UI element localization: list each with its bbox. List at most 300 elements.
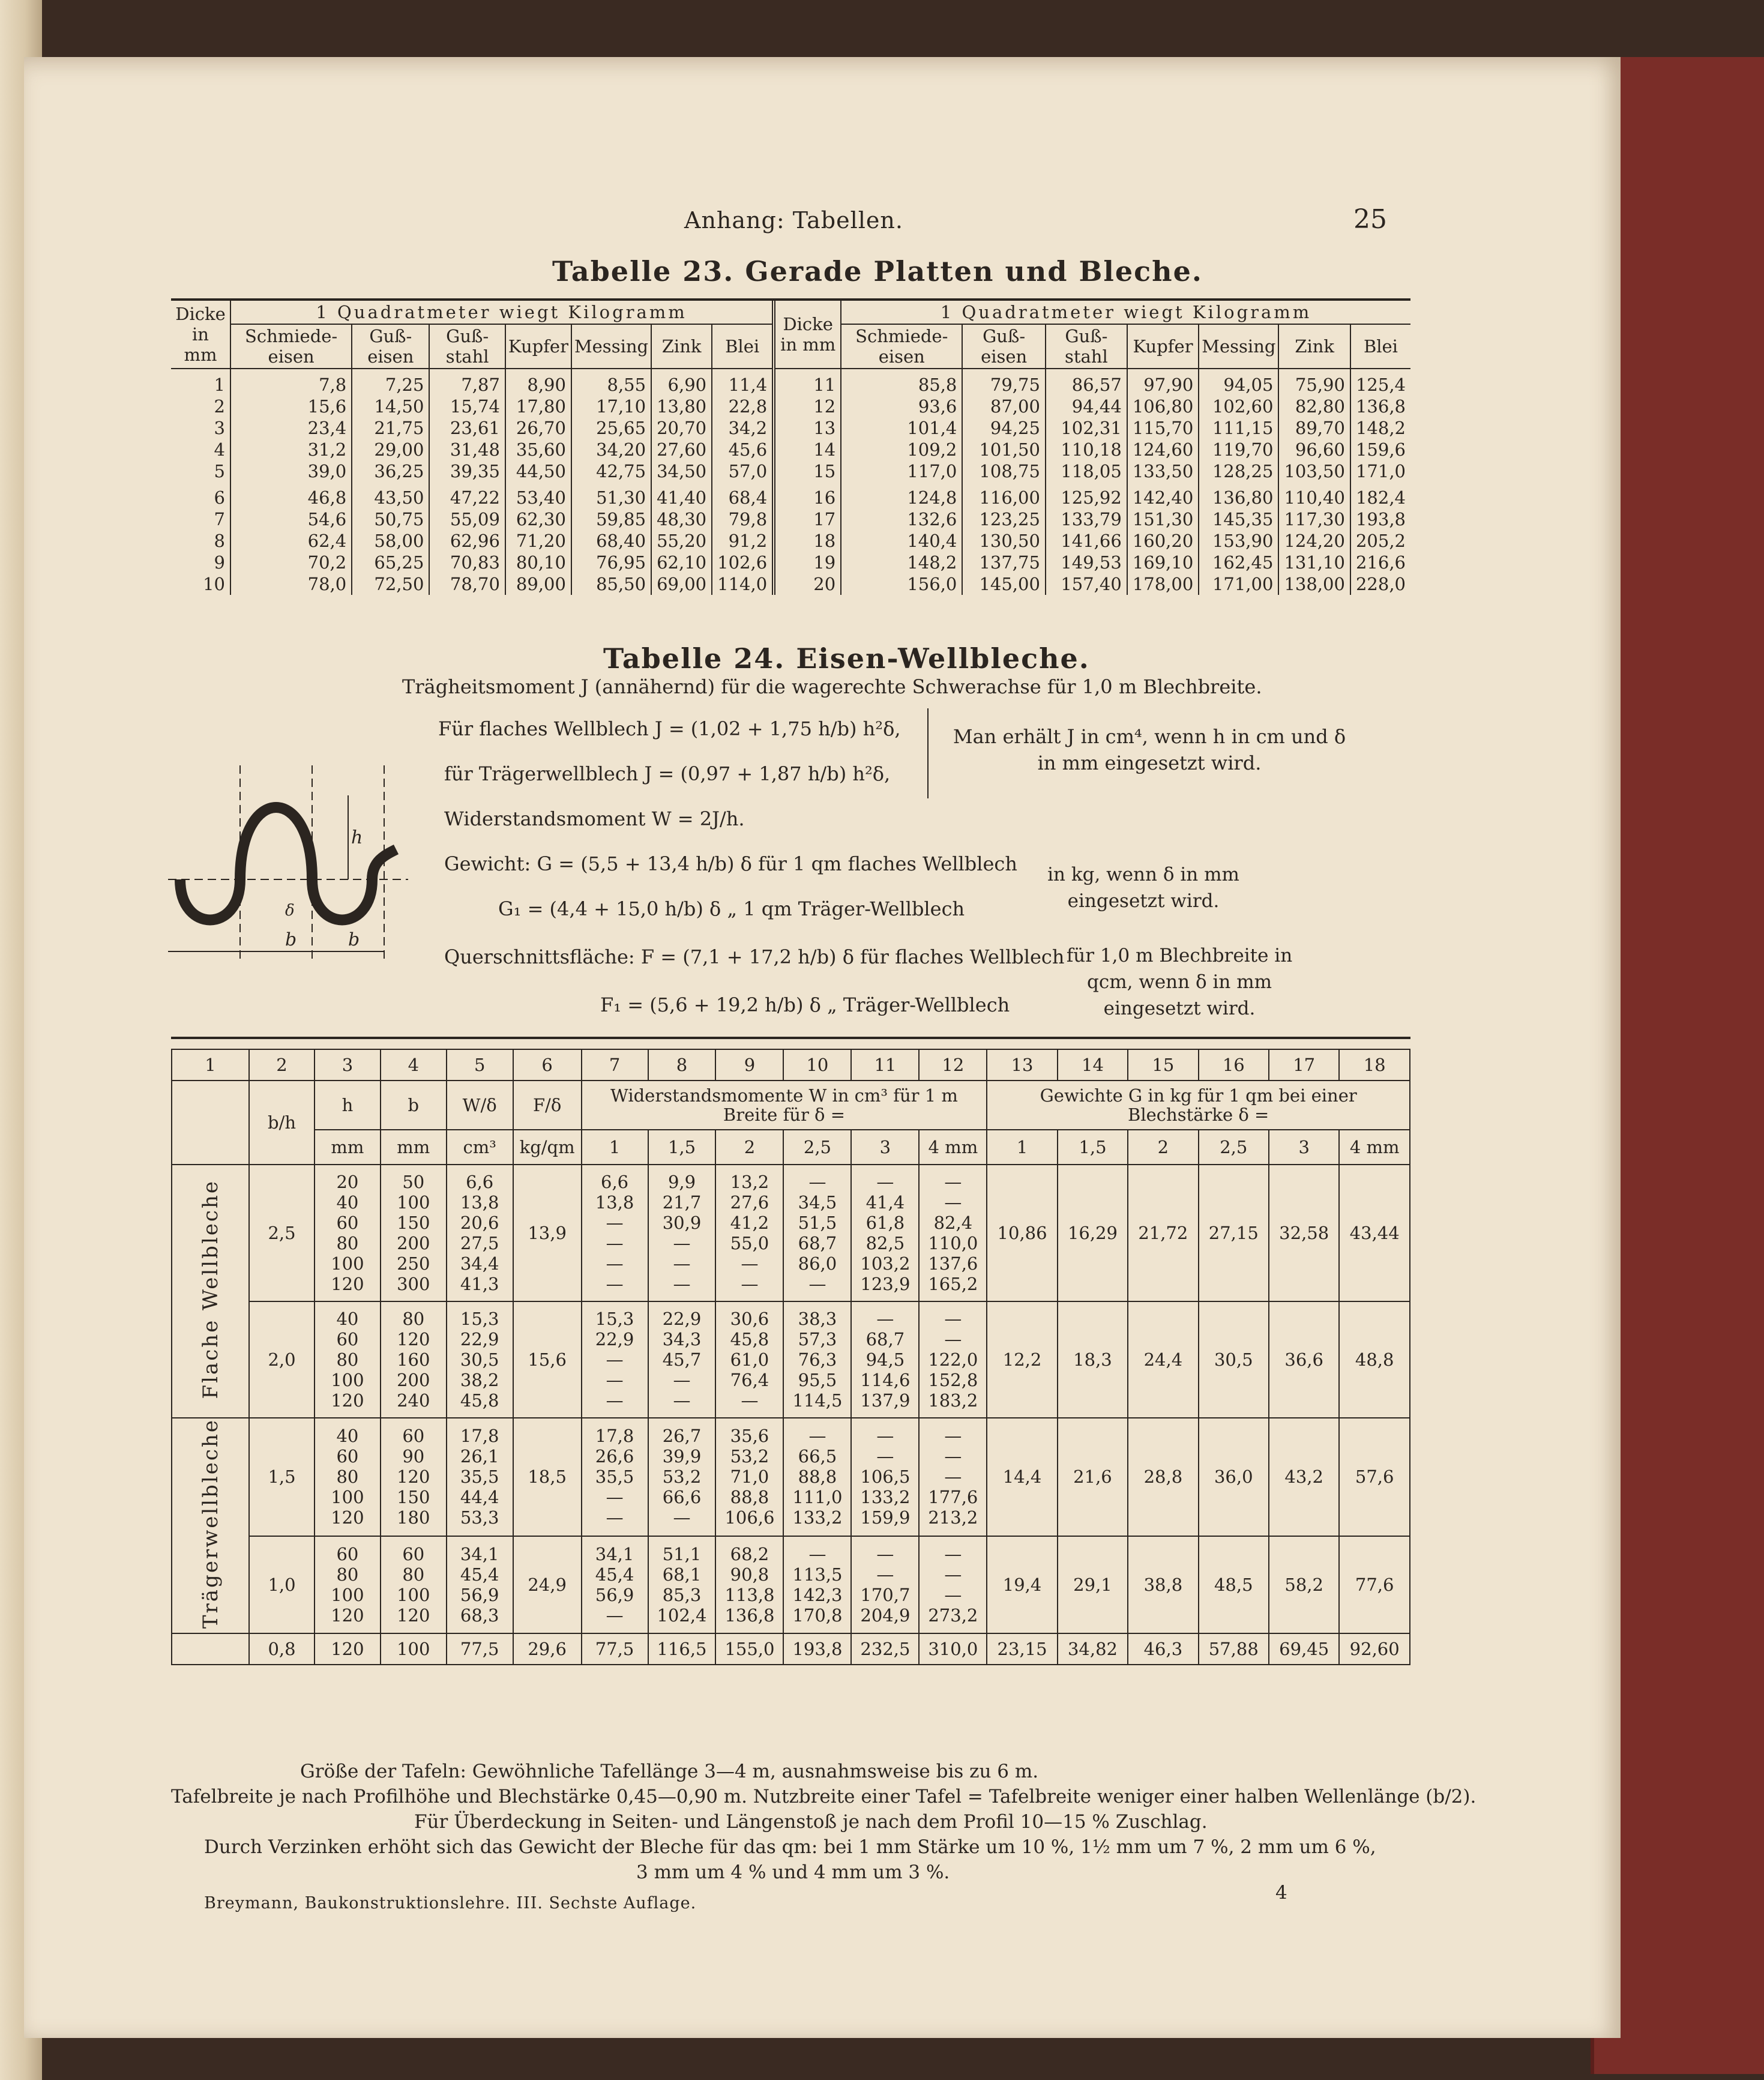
g-value: 43,44 [1339,1165,1410,1301]
g-value: 29,1 [1058,1536,1128,1633]
table-cell: 7,25 [352,374,429,396]
g-value: 16,29 [1058,1165,1128,1301]
table-cell: 11 [774,374,841,396]
table-cell: 55,20 [651,530,712,552]
table-cell: 136,80 [1199,487,1278,508]
col-dicke-right: Dicke in mm [774,301,841,369]
table-cell: 111,15 [1199,417,1278,439]
wellblech-profile-figure [168,759,432,975]
table-cell: 131,10 [1278,552,1350,573]
table-row [171,530,1410,552]
note-zinc-cont: 3 mm um 4 % und 4 mm um 3 %. [636,1861,950,1883]
table-cell: 159,6 [1350,439,1410,460]
col-header-2: Guß-eisen [962,324,1046,369]
table-cell: 34,20 [571,439,651,460]
table-cell: 26,70 [505,417,571,439]
table-row [171,573,1410,595]
spacer-cell [1199,369,1278,374]
col-header-3: Guß-stahl [1046,324,1127,369]
g-value: 38,8 [1128,1536,1198,1633]
last-value: 46,3 [1128,1633,1198,1665]
table-row [171,487,1410,508]
g-value: 36,0 [1199,1418,1269,1536]
col-header-2: Guß-eisen [352,324,429,369]
table-cell: 27,60 [651,439,712,460]
table-cell: 62,4 [230,530,352,552]
spacer-cell [962,369,1046,374]
table-cell: 11,4 [712,374,774,396]
table-cell: 85,50 [571,573,651,595]
spacer-cell [774,482,841,487]
header-fd: F/δ [513,1081,582,1130]
fd-value: 13,9 [513,1165,582,1301]
g-value: 19,4 [987,1536,1057,1633]
table-cell: 162,45 [1199,552,1278,573]
spacer-cell [1046,482,1127,487]
table-cell: 55,09 [429,508,505,530]
column-number: 6 [513,1049,582,1081]
table-cell: 9 [214,552,225,573]
table-cell: 44,50 [505,460,571,482]
table-cell: 97,90 [1127,374,1199,396]
column-number: 8 [648,1049,716,1081]
column-number: 18 [1339,1049,1410,1081]
last-value: 193,8 [783,1633,851,1665]
table-cell: 156,0 [841,573,962,595]
spacer-cell [505,482,571,487]
spacer-cell [962,482,1046,487]
group-label [172,1418,249,1633]
table-cell: 13,80 [651,396,712,417]
row-spacer [171,482,1410,487]
table-cell: 94,25 [962,417,1046,439]
last-value: 34,82 [1058,1633,1128,1665]
table-cell: 91,2 [712,530,774,552]
spacer-cell [1046,369,1127,374]
g-value: 58,2 [1269,1536,1339,1633]
g-value: 10,86 [987,1165,1057,1301]
table-cell: 79,8 [712,508,774,530]
spacer-cell [774,369,841,374]
g-value: 27,15 [1199,1165,1269,1301]
table-cell: 137,75 [962,552,1046,573]
table-cell: 34,50 [651,460,712,482]
table-cell: 62,30 [505,508,571,530]
thickness-g: 2 [1128,1130,1198,1165]
bh-value: 2,5 [249,1165,315,1301]
w-values: — — 106,5 133,2 159,9 [851,1418,919,1536]
table-cell: 20,70 [651,417,712,439]
table-24-title: Tabelle 24. Eisen-Wellbleche. [603,642,1090,675]
page-number: 25 [1353,204,1387,235]
header-row-1 [172,1081,1410,1130]
table-cell: 23,61 [429,417,505,439]
w-values: — 41,4 61,8 82,5 103,2 123,9 [851,1165,919,1301]
table-cell: 2 [214,396,225,417]
bh-value: 1,5 [249,1418,315,1536]
table-cell: 145,00 [962,573,1046,595]
spacer-cell [1278,369,1350,374]
table-row [171,417,1410,439]
b-values: 50 100 150 200 250 300 [381,1165,447,1301]
g-value: 21,72 [1128,1165,1198,1301]
column-number: 3 [315,1049,381,1081]
bh-value: 1,0 [249,1536,315,1633]
col-header-6: Zink [651,324,712,369]
data-block [172,1536,1410,1633]
g-value: 48,5 [1199,1536,1269,1633]
table-cell: 36,25 [352,460,429,482]
spacer-cell [505,369,571,374]
table-cell: 78,0 [230,573,352,595]
formula-flaeche-flach: Querschnittsfläche: F = (7,1 + 17,2 h/b) δ für flaches Wellblech [444,945,1065,968]
g-value: 57,6 [1339,1418,1410,1536]
column-number: 12 [919,1049,987,1081]
table-cell: 15,6 [230,396,352,417]
column-number: 2 [249,1049,315,1081]
table-cell: 45,6 [712,439,774,460]
group-header-right: 1 Quadratmeter wiegt Kilogramm [841,301,1410,324]
table-cell: 115,70 [1127,417,1199,439]
w-values: 68,2 90,8 113,8 136,8 [715,1536,783,1633]
table-cell: 193,8 [1350,508,1410,530]
table-cell: 145,35 [1199,508,1278,530]
spacer-cell [571,369,651,374]
column-number-row [172,1049,1410,1081]
fd-value: 15,6 [513,1301,582,1418]
w-values: 35,6 53,2 71,0 88,8 106,6 [715,1418,783,1536]
table-cell: 69,00 [651,573,712,595]
table-cell: 35,60 [505,439,571,460]
group-label [172,1165,249,1418]
table-cell: 54,6 [230,508,352,530]
h-values: 60 80 100 120 [315,1536,381,1633]
running-head: Anhang: Tabellen. [684,207,903,234]
table-cell: 141,66 [1046,530,1127,552]
table-cell: 29,00 [352,439,429,460]
column-number: 14 [1058,1049,1128,1081]
table-cell: 117,30 [1278,508,1350,530]
table-cell: 123,25 [962,508,1046,530]
w-values: — 113,5 142,3 170,8 [783,1536,851,1633]
spacer-cell [171,482,230,487]
w-values: — 66,5 88,8 111,0 133,2 [783,1418,851,1536]
table-cell: 70,83 [429,552,505,573]
table-cell: 114,0 [712,573,774,595]
table-cell: 85,8 [841,374,962,396]
formula-flaeche-traeger: F₁ = (5,6 + 19,2 h/b) δ „ Träger-Wellblech [600,993,1010,1016]
data-block [172,1418,1410,1536]
w-values: 13,2 27,6 41,2 55,0 — — [715,1165,783,1301]
g-value: 18,3 [1058,1301,1128,1418]
table-cell: 102,31 [1046,417,1127,439]
h-values: 40 60 80 100 120 [315,1301,381,1418]
table-cell: 41,40 [651,487,712,508]
thickness-w: 2,5 [783,1130,851,1165]
table-row [171,460,1410,482]
table-cell: 22,8 [712,396,774,417]
formula-j-flach: Für flaches Wellblech J = (1,02 + 1,75 h/b) h²δ, [438,717,901,740]
table-cell: 153,90 [1199,530,1278,552]
table-cell: 140,4 [841,530,962,552]
signature-mark: 4 [1275,1882,1287,1904]
table-cell: 142,40 [1127,487,1199,508]
table-cell: 102,60 [1199,396,1278,417]
table-cell: 178,00 [1127,573,1199,595]
table-cell: 94,44 [1046,396,1127,417]
table-cell: 12 [774,396,841,417]
last-value: 29,6 [513,1633,582,1665]
table-cell: 62,10 [651,552,712,573]
last-value: 116,5 [648,1633,716,1665]
w-values: 6,6 13,8 — — — — [582,1165,648,1301]
formula-widerstandsmoment: Widerstandsmoment W = 2J/h. [444,807,745,830]
column-number: 4 [381,1049,447,1081]
column-number: 7 [582,1049,648,1081]
thickness-g: 3 [1269,1130,1339,1165]
table-cell: 80,10 [505,552,571,573]
col-header-4: Kupfer [1127,324,1199,369]
b-values: 60 90 120 150 180 [381,1418,447,1536]
table-cell: 102,6 [712,552,774,573]
table-cell: 94,05 [1199,374,1278,396]
g-value: 14,4 [987,1418,1057,1536]
formula-gewicht-flach: Gewicht: G = (5,5 + 13,4 h/b) δ für 1 qm flaches Wellblech [444,852,1017,875]
table-cell: 148,2 [1350,417,1410,439]
table-cell: 171,00 [1199,573,1278,595]
header-h: h [315,1081,381,1130]
table-cell: 171,0 [1350,460,1410,482]
col-header-5: Messing [1199,324,1278,369]
label-delta: δ [285,902,295,920]
data-block [172,1165,1410,1301]
table-cell: 109,2 [841,439,962,460]
column-number: 10 [783,1049,851,1081]
table-cell: 8,90 [505,374,571,396]
g-value: 32,58 [1269,1165,1339,1301]
table-cell: 130,50 [962,530,1046,552]
table-cell: 116,00 [962,487,1046,508]
last-value: 92,60 [1339,1633,1410,1665]
spacer-cell [429,482,505,487]
table-cell: 128,25 [1199,460,1278,482]
column-number: 5 [447,1049,513,1081]
header-g-group: Gewichte G in kg für 1 qm bei einer Blechstärke δ = [987,1081,1410,1130]
last-value: 120 [315,1633,381,1665]
g-value: 28,8 [1128,1418,1198,1536]
table-cell: 182,4 [1350,487,1410,508]
table-cell: 124,8 [841,487,962,508]
table-cell: 8,55 [571,374,651,396]
spacer-cell [571,482,651,487]
h-values: 40 60 80 100 120 [315,1418,381,1536]
table-cell: 15 [774,460,841,482]
column-number: 16 [1199,1049,1269,1081]
unit-kgqm: kg/qm [513,1130,582,1165]
w-values: 51,1 68,1 85,3 102,4 [648,1536,716,1633]
table-cell: 124,20 [1278,530,1350,552]
col-header-6: Zink [1278,324,1350,369]
column-number: 1 [172,1049,249,1081]
w-values: 22,9 34,3 45,7 — — [648,1301,716,1418]
table-cell: 205,2 [1350,530,1410,552]
table-cell: 78,70 [429,573,505,595]
table-cell: 119,70 [1199,439,1278,460]
spacer-cell [841,482,962,487]
table-cell: 138,00 [1278,573,1350,595]
table-cell: 133,79 [1046,508,1127,530]
last-value: 232,5 [851,1633,919,1665]
table-cell: 160,20 [1127,530,1199,552]
note-kg: in kg, wenn δ in mm eingesetzt wird. [1047,864,1239,912]
thickness-w: 4 mm [919,1130,987,1165]
g-value: 21,6 [1058,1418,1128,1536]
table-cell: 72,50 [352,573,429,595]
header-bh: b/h [249,1081,315,1165]
header-row-2 [172,1130,1410,1165]
table-cell: 70,2 [230,552,352,573]
w-values: 15,3 22,9 — — — [582,1301,648,1418]
thickness-w: 1 [582,1130,648,1165]
spacer-cell [1350,482,1410,487]
group-header-left: 1 Quadratmeter wiegt Kilogramm [230,301,774,324]
table-cell: 62,96 [429,530,505,552]
table-cell: 132,6 [841,508,962,530]
table-cell: 53,40 [505,487,571,508]
table-cell: 82,80 [1278,396,1350,417]
group-label-text: Trägerwellbleche [198,1418,223,1629]
table-cell: 3 [214,418,225,438]
table-24-subtitle: Trägheitsmoment J (annähernd) für die wagerechte Schwerachse für 1,0 m Blechbreite. [402,675,1262,698]
table-cell: 86,57 [1046,374,1127,396]
table-cell: 17 [774,508,841,530]
table-cell: 16 [774,487,841,508]
wd-values: 6,6 13,8 20,6 27,5 34,4 41,3 [447,1165,513,1301]
last-row [172,1633,1410,1665]
table-cell: 21,75 [352,417,429,439]
table-cell: 59,85 [571,508,651,530]
table-cell: 42,75 [571,460,651,482]
table-cell: 148,2 [841,552,962,573]
table-cell: 68,40 [571,530,651,552]
thickness-g: 1 [987,1130,1057,1165]
header-w-group: Widerstandsmomente W in cm³ für 1 m Breite für δ = [582,1081,987,1130]
spacer-cell [429,369,505,374]
column-number: 9 [715,1049,783,1081]
last-value: 77,5 [447,1633,513,1665]
note-width: Tafelbreite je nach Profilhöhe und Blechstärke 0,45—0,90 m. Nutzbreite einer Tafel = Tafelbreite weniger einer halben Wellenlänge (b/2). [171,1786,1477,1807]
w-values: 30,6 45,8 61,0 76,4 — [715,1301,783,1418]
spacer-cell [1127,482,1199,487]
table-cell: 101,4 [841,417,962,439]
table-cell: 216,6 [1350,552,1410,573]
table-cell: 1 [214,375,225,395]
column-number: 15 [1128,1049,1198,1081]
table-cell: 43,50 [352,487,429,508]
table-23-title: Tabelle 23. Gerade Platten und Bleche. [552,255,1203,288]
table-cell: 136,8 [1350,396,1410,417]
table-cell: 118,05 [1046,460,1127,482]
bh-value: 2,0 [249,1301,315,1418]
table-cell: 47,22 [429,487,505,508]
w-values: — — — 273,2 [919,1536,987,1633]
spacer-cell [1278,482,1350,487]
table-cell: 6,90 [651,374,712,396]
table-cell: 125,92 [1046,487,1127,508]
wd-values: 15,3 22,9 30,5 38,2 45,8 [447,1301,513,1418]
note-qcm: für 1,0 m Blechbreite in qcm, wenn δ in mm eingesetzt wird. [1066,945,1293,1019]
g-value: 36,6 [1269,1301,1339,1418]
w-values: 38,3 57,3 76,3 95,5 114,5 [783,1301,851,1418]
table-cell: 76,95 [571,552,651,573]
table-row [171,552,1410,573]
table-cell: 108,75 [962,460,1046,482]
w-values: — — 170,7 204,9 [851,1536,919,1633]
data-block [172,1301,1410,1418]
spacer-cell [352,369,429,374]
h-values: 20 40 60 80 100 120 [315,1165,381,1301]
column-number: 17 [1269,1049,1339,1081]
table-cell: 34,2 [712,417,774,439]
last-value: 57,88 [1199,1633,1269,1665]
spacer-cell [712,482,774,487]
header-b: b [381,1081,447,1130]
table-row [171,439,1410,460]
rule [171,1037,1410,1039]
table-cell: 23,4 [230,417,352,439]
formula-gewicht-traeger: G₁ = (4,4 + 15,0 h/b) δ „ 1 qm Träger-Wellblech [498,897,965,920]
table-cell: 15,74 [429,396,505,417]
table-cell: 7 [214,509,225,529]
g-value: 43,2 [1269,1418,1339,1536]
column-number: 11 [851,1049,919,1081]
table-cell: 51,30 [571,487,651,508]
col-header-3: Guß-stahl [429,324,505,369]
row-spacer [171,369,1410,374]
table-cell: 89,70 [1278,417,1350,439]
table-cell: 149,53 [1046,552,1127,573]
note-overlap: Für Überdeckung in Seiten- und Längenstoß je nach dem Profil 10—15 % Zuschlag. [414,1811,1208,1833]
table-cell: 46,8 [230,487,352,508]
label-b: b [285,929,297,950]
table-cell: 58,00 [352,530,429,552]
w-values: 9,9 21,7 30,9 — — — [648,1165,716,1301]
printer-footer: Breymann, Baukonstruktionslehre. III. Sechste Auflage. [204,1894,697,1913]
table-cell: 96,60 [1278,439,1350,460]
g-value: 77,6 [1339,1536,1410,1633]
table-cell: 89,00 [505,573,571,595]
wd-values: 34,1 45,4 56,9 68,3 [447,1536,513,1633]
group-label-text: Flache Wellbleche [198,1179,223,1399]
thickness-w: 1,5 [648,1130,716,1165]
table-cell: 228,0 [1350,573,1410,595]
col-header-1: Schmiede-eisen [841,324,962,369]
table-cell: 87,00 [962,396,1046,417]
table-cell: 48,30 [651,508,712,530]
last-value: 100 [381,1633,447,1665]
last-value: 0,8 [249,1633,315,1665]
table-cell: 17,10 [571,396,651,417]
table-row [171,396,1410,417]
thickness-w: 3 [851,1130,919,1165]
table-cell: 125,4 [1350,374,1410,396]
column-number: 13 [987,1049,1057,1081]
spacer-cell [230,482,352,487]
blank [172,1633,249,1665]
table-cell: 31,48 [429,439,505,460]
note-size: Größe der Tafeln: Gewöhnliche Tafellänge 3—4 m, ausnahmsweise bis zu 6 m. [300,1761,1039,1782]
unit-mm: mm [381,1130,447,1165]
